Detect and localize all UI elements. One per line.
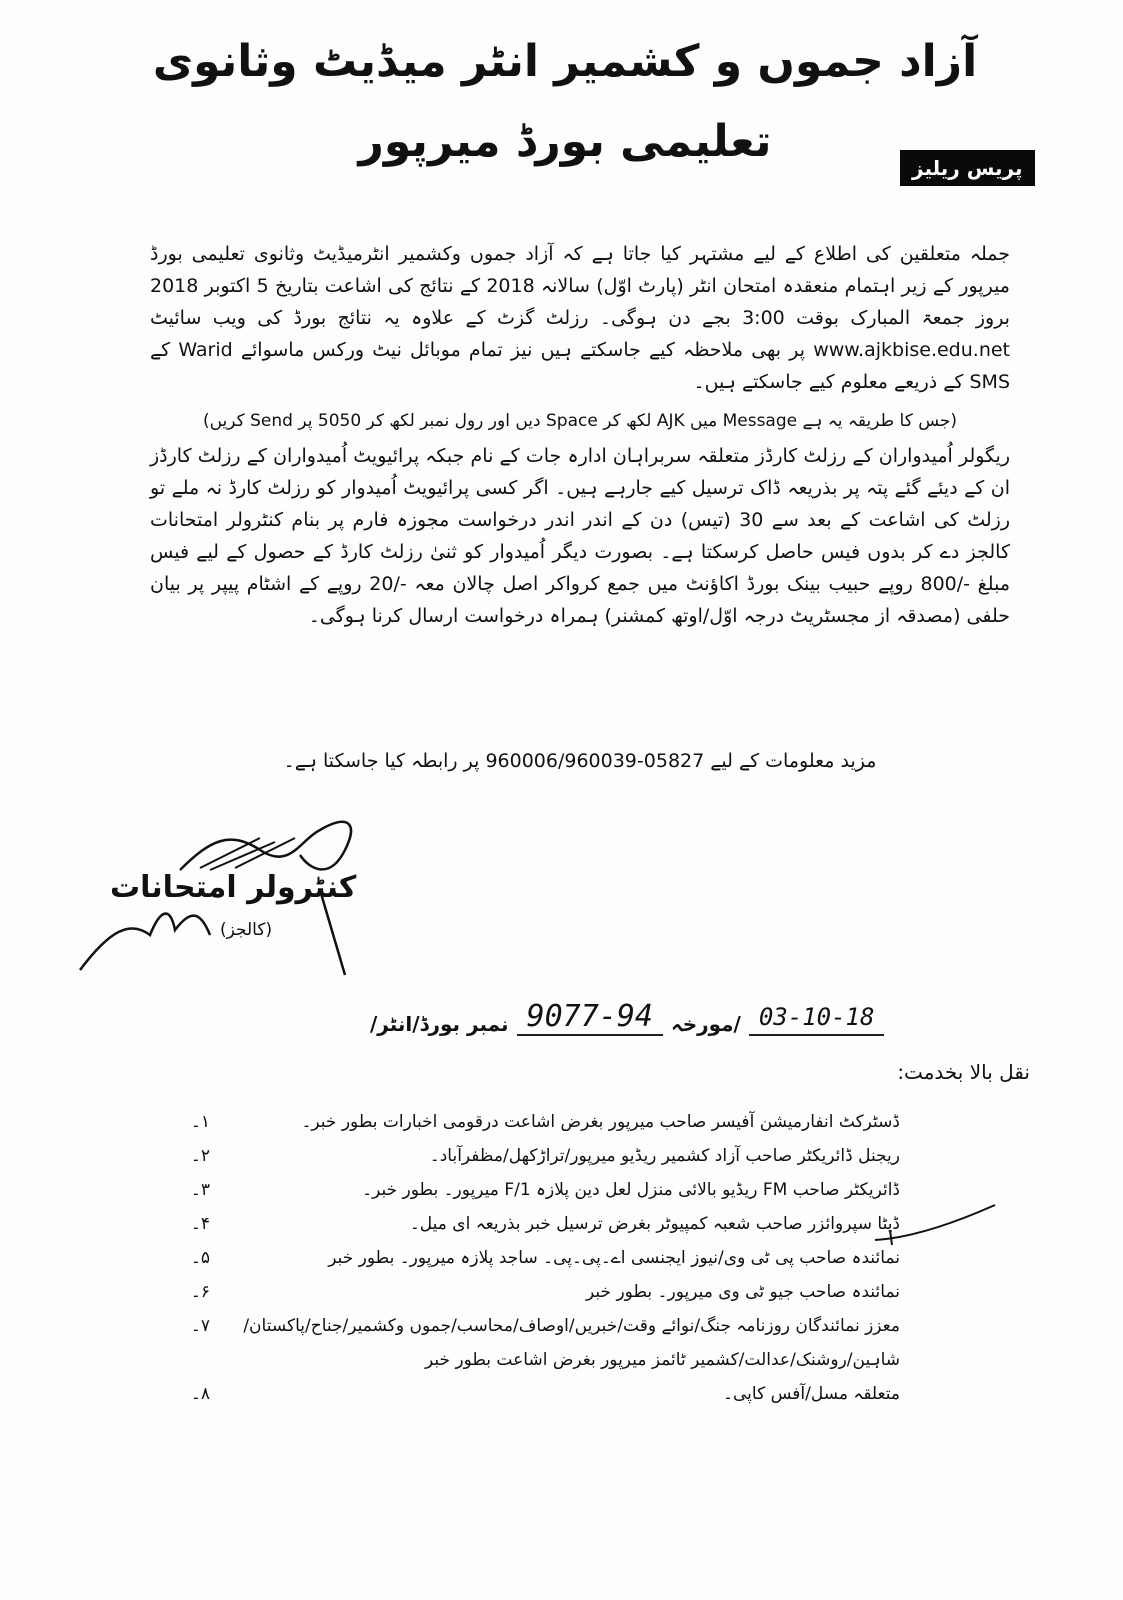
list-item — [90, 1105, 900, 1139]
list-item-number: ۴۔ — [190, 1214, 210, 1234]
list-item-text: متعلقہ مسل/آفس کاپی۔ — [723, 1384, 900, 1404]
reference-date-label: /مورخہ — [670, 1012, 741, 1036]
announcement-paragraph: جملہ متعلقین کی اطلاع کے لیے مشتہر کیا جاتا ہے کہ آزاد جموں وکشمیر انٹرمیڈیٹ وثانوی تعلیمی بورڈ میرپور کے زیر اہتمام منعقدہ امتحان انٹر (پارٹ اوّل) سالانہ 2018 کے نتائج کی اشاعت بتاریخ 5 اکتوبر 2018 بروز جمعۃ المبارک بوقت 3:00 بجے دن ہوگی۔ رزلٹ گزٹ کے علاوہ یہ نتائج بورڈ کی ویب سائیٹ www.ajkbise.edu.net پر بھی ملاحظہ کیے جاسکتے ہیں نیز تمام موبائل نیٹ ورکس ماسوائے Warid کے SMS کے ذریعے معلوم کیے جاسکتے ہیں۔ — [150, 243, 1011, 393]
distribution-list — [90, 1105, 900, 1411]
sms-instruction: (جس کا طریقہ یہ ہے Message میں AJK لکھ کر Space دیں اور رول نمبر لکھ کر 5050 پر Send کریں) — [202, 411, 958, 431]
list-item-text: نمائندہ صاحب پی ٹی وی/نیوز ایجنسی اے۔پی۔پی۔ ساجد پلازہ میرپور۔ بطور خبر — [328, 1248, 900, 1268]
list-item-number: ۵۔ — [190, 1248, 210, 1268]
reference-line — [370, 1000, 1030, 1036]
list-item — [90, 1275, 900, 1309]
list-item — [90, 1207, 900, 1241]
list-item — [90, 1309, 900, 1377]
result-card-paragraph: ریگولر اُمیدواران کے رزلٹ کارڈز متعلقہ سربراہان ادارہ جات کے نام جبکہ پرائیویٹ اُمیدواران کے رزلٹ کارڈز ان کے دیئے گئے پتہ پر بذریعہ ڈاک ترسیل کیے جارہے ہیں۔ اگر کسی پرائیویٹ اُمیدوار کو رزلٹ کارڈ نہ ملے تو رزلٹ کی اشاعت کے بعد سے 30 (تیس) دن کے اندر اندر درخواست مجوزہ فارم پر بنام کنٹرولر امتحانات کالجز دے کر بدوں فیس حاصل کرسکتا ہے۔ بصورت دیگر اُمیدوار کو ثنیٰ رزلٹ کارڈ کے حصول کے لیے فیس مبلغ -/800 روپے حبیب بینک بورڈ اکاؤنٹ میں جمع کرواکر اصل چالان معہ -/20 روپے کے اشٹام پیپر پر بیان حلفی (مصدقہ از مجسٹریٹ درجہ اوّل/اوتھ کمشنر) ہمراہ درخواست ارسال کرنا ہوگی۔ — [150, 445, 1010, 627]
reference-number-label: نمبر بورڈ/انٹر/ — [370, 1012, 509, 1036]
controller-subtitle: (کالجز) — [220, 920, 273, 940]
list-item-number: ۲۔ — [190, 1146, 210, 1166]
list-item-text: ڈیٹا سپروائزر صاحب شعبہ کمپیوٹر بغرض ترسیل خبر بذریعہ ای میل۔ — [409, 1214, 900, 1234]
list-item-text: نمائندہ صاحب جیو ٹی وی میرپور۔ بطور خبر — [586, 1282, 900, 1302]
list-item — [90, 1173, 900, 1207]
list-item — [90, 1377, 900, 1411]
press-release-badge: پریس ریلیز — [900, 150, 1035, 186]
list-item — [90, 1241, 900, 1275]
list-item-number: ۳۔ — [190, 1180, 210, 1200]
list-item-text: ریجنل ڈائریکٹر صاحب آزاد کشمیر ریڈیو میرپور/تراڑکھل/مظفرآباد۔ — [429, 1146, 900, 1166]
list-item-text: ڈسٹرکٹ انفارمیشن آفیسر صاحب میرپور بغرض اشاعت درقومی اخبارات بطور خبر۔ — [301, 1112, 900, 1132]
controller-title: کنٹرولر امتحانات — [110, 870, 357, 905]
reference-date-value: 03-10-18 — [749, 1000, 885, 1036]
list-item-number: ۱۔ — [190, 1112, 210, 1132]
list-item-text: ڈائریکٹر صاحب FM ریڈیو بالائی منزل لعل دین پلازہ F/1 میرپور۔ بطور خبر۔ — [362, 1180, 900, 1200]
list-item-number: ۶۔ — [190, 1282, 210, 1302]
signature-block — [60, 810, 380, 980]
list-item-number: ۸۔ — [190, 1384, 210, 1404]
list-item-number: ۷۔ — [190, 1316, 210, 1336]
board-title: آزاد جموں و کشمیر انٹر میڈیٹ وثانوی تعلیمی بورڈ میرپور — [152, 36, 978, 167]
contact-line: مزید معلومات کے لیے 05827-960006/960039 پر رابطہ کیا جاسکتا ہے۔ — [283, 750, 877, 772]
distribution-heading: نقل بالا بخدمت: — [897, 1060, 1030, 1084]
list-item-text: معزز نمائندگان روزنامہ جنگ/نوائے وقت/خبریں/اوصاف/محاسب/جموں وکشمیر/جناح/پاکستان/شاہین/روشنک/عدالت/کشمیر ٹائمز میرپور بغرض اشاعت بطور خبر — [243, 1316, 900, 1370]
handwritten-tick-icon — [870, 1200, 1000, 1260]
list-item — [90, 1139, 900, 1173]
reference-number-value: 9077-94 — [517, 1000, 663, 1036]
